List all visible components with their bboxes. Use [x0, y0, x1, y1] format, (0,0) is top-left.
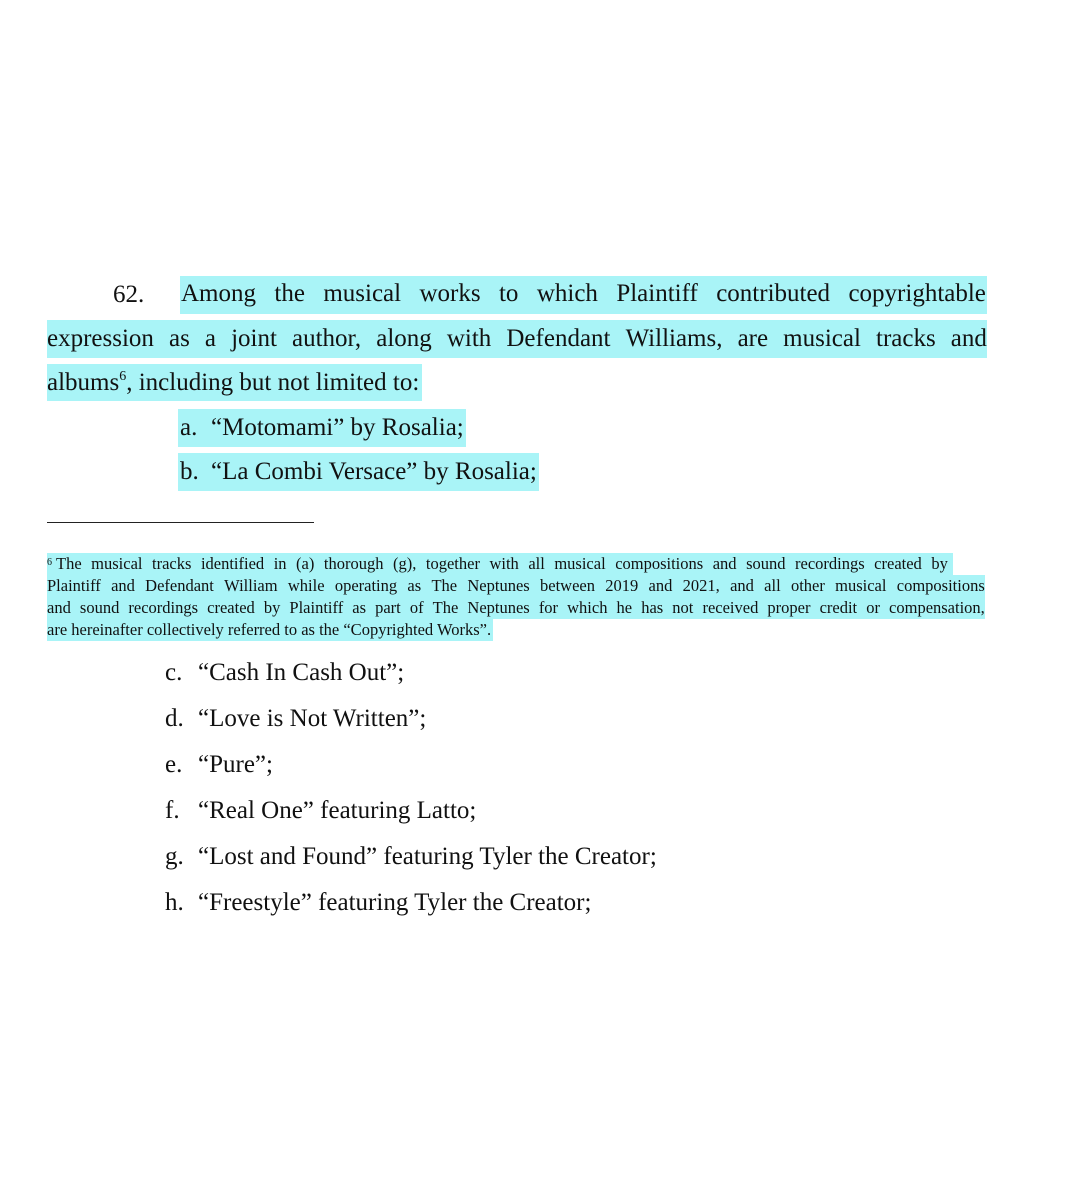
word: expression [47, 325, 154, 352]
list-item-letter: e. [165, 751, 183, 778]
word: musical [835, 576, 887, 595]
list-item [165, 792, 476, 830]
word: and [712, 554, 737, 573]
word: William [224, 576, 278, 595]
list-item [165, 838, 657, 876]
paragraph-62-line-2 [47, 320, 987, 358]
word: 2021, [682, 576, 720, 595]
word: recordings [128, 598, 199, 617]
list-item [178, 409, 466, 447]
word: recordings [795, 554, 865, 573]
word: works [419, 280, 481, 307]
word: created [874, 554, 922, 573]
list-item-text: “Pure”; [198, 751, 273, 778]
word: credit [819, 598, 858, 617]
word: (a) [296, 554, 315, 573]
word: musical [91, 554, 143, 573]
list-item-text: “Love is Not Written”; [198, 705, 427, 732]
list-item-text: “Real One” featuring Latto; [198, 797, 477, 824]
list-item-text: “Motomami” by Rosalia; [211, 414, 464, 441]
word: joint [231, 325, 277, 352]
word: tracks [876, 325, 936, 352]
word: the [274, 280, 305, 307]
word: compositions [615, 554, 704, 573]
list-item-text: “La Combi Versace” by Rosalia; [211, 458, 537, 485]
word: and [47, 598, 71, 617]
word: with [489, 554, 519, 573]
word: not [672, 598, 694, 617]
word: The [431, 576, 458, 595]
list-item-letter: g. [165, 843, 184, 870]
list-item [165, 884, 591, 922]
word: Plaintiff [47, 576, 101, 595]
word: and [950, 325, 987, 352]
word: all [528, 554, 545, 573]
list-item-letter: a. [180, 414, 198, 441]
word: in [273, 554, 287, 573]
word: along [376, 325, 432, 352]
word: created [207, 598, 255, 617]
word: contributed [716, 280, 831, 307]
word: tracks [152, 554, 192, 573]
text-fragment: , including but not limited to: [126, 369, 420, 396]
word: or [866, 598, 880, 617]
word: while [287, 576, 325, 595]
list-item-letter: b. [180, 458, 199, 485]
paragraph-62-line-1 [47, 276, 987, 314]
footnote-line-2 [47, 575, 985, 597]
word: by [263, 598, 281, 617]
word: together [425, 554, 480, 573]
list-item-letter: f. [165, 797, 180, 824]
list-item-text: “Cash In Cash Out”; [198, 659, 405, 686]
word: and [730, 576, 754, 595]
word: and [111, 576, 135, 595]
word: Plaintiff [289, 598, 344, 617]
word: as [407, 576, 422, 595]
word: musical [323, 280, 402, 307]
word: albums [47, 369, 120, 396]
word: author, [292, 325, 362, 352]
word: Neptunes [467, 576, 530, 595]
word: thorough [323, 554, 384, 573]
word: by [931, 554, 948, 573]
word: a [204, 325, 217, 352]
word: copyrightable [848, 280, 986, 307]
list-item-letter: c. [165, 659, 183, 686]
word: which [536, 280, 598, 307]
word: part [375, 598, 401, 617]
list-item [165, 700, 426, 738]
footnote-line-1 [47, 553, 953, 575]
word: to [498, 280, 519, 307]
word: of [409, 598, 424, 617]
word: (g), [393, 554, 417, 573]
word: for [538, 598, 559, 617]
list-item-text: “Lost and Found” featuring Tyler the Creator; [198, 843, 657, 870]
footnote-separator [47, 522, 314, 523]
word: with [446, 325, 492, 352]
word: Defendant [506, 325, 611, 352]
word: other [790, 576, 825, 595]
word: Defendant [145, 576, 214, 595]
word: musical [554, 554, 606, 573]
word: all [764, 576, 781, 595]
word: are [737, 325, 769, 352]
footnote-line-4: are hereinafter collectively referred to as the “Copyrighted Works”. [47, 620, 492, 639]
word: between [540, 576, 595, 595]
word: The [56, 554, 82, 573]
list-item-text: “Freestyle” featuring Tyler the Creator; [198, 889, 592, 916]
word: which [567, 598, 608, 617]
list-item [178, 453, 539, 491]
list-item-letter: h. [165, 889, 184, 916]
word: Among [181, 280, 256, 307]
list-item [165, 654, 404, 692]
word: The [432, 598, 459, 617]
highlighted-text [180, 276, 987, 314]
list-item-letter: d. [165, 705, 184, 732]
word: musical [783, 325, 861, 352]
paragraph-number: 62. [113, 281, 145, 308]
footnote-line-3 [47, 597, 985, 619]
footnote-marker: 6 [47, 557, 52, 568]
word: he [616, 598, 633, 617]
word: sound [746, 554, 786, 573]
word: 2019 [605, 576, 639, 595]
word: as [169, 325, 190, 352]
word: sound [79, 598, 120, 617]
word: Plaintiff [616, 280, 698, 307]
word: identified [200, 554, 265, 573]
word: Neptunes [467, 598, 530, 617]
list-item [165, 746, 273, 784]
word: compositions [896, 576, 985, 595]
word: compensation, [889, 598, 985, 617]
paragraph-62-line-3 [47, 364, 422, 401]
word: has [641, 598, 664, 617]
word: Williams, [625, 325, 723, 352]
word: operating [334, 576, 398, 595]
word: received [702, 598, 759, 617]
word: as [352, 598, 367, 617]
word: proper [767, 598, 811, 617]
word: and [648, 576, 673, 595]
footnote-reference[interactable]: 6 [119, 369, 127, 384]
